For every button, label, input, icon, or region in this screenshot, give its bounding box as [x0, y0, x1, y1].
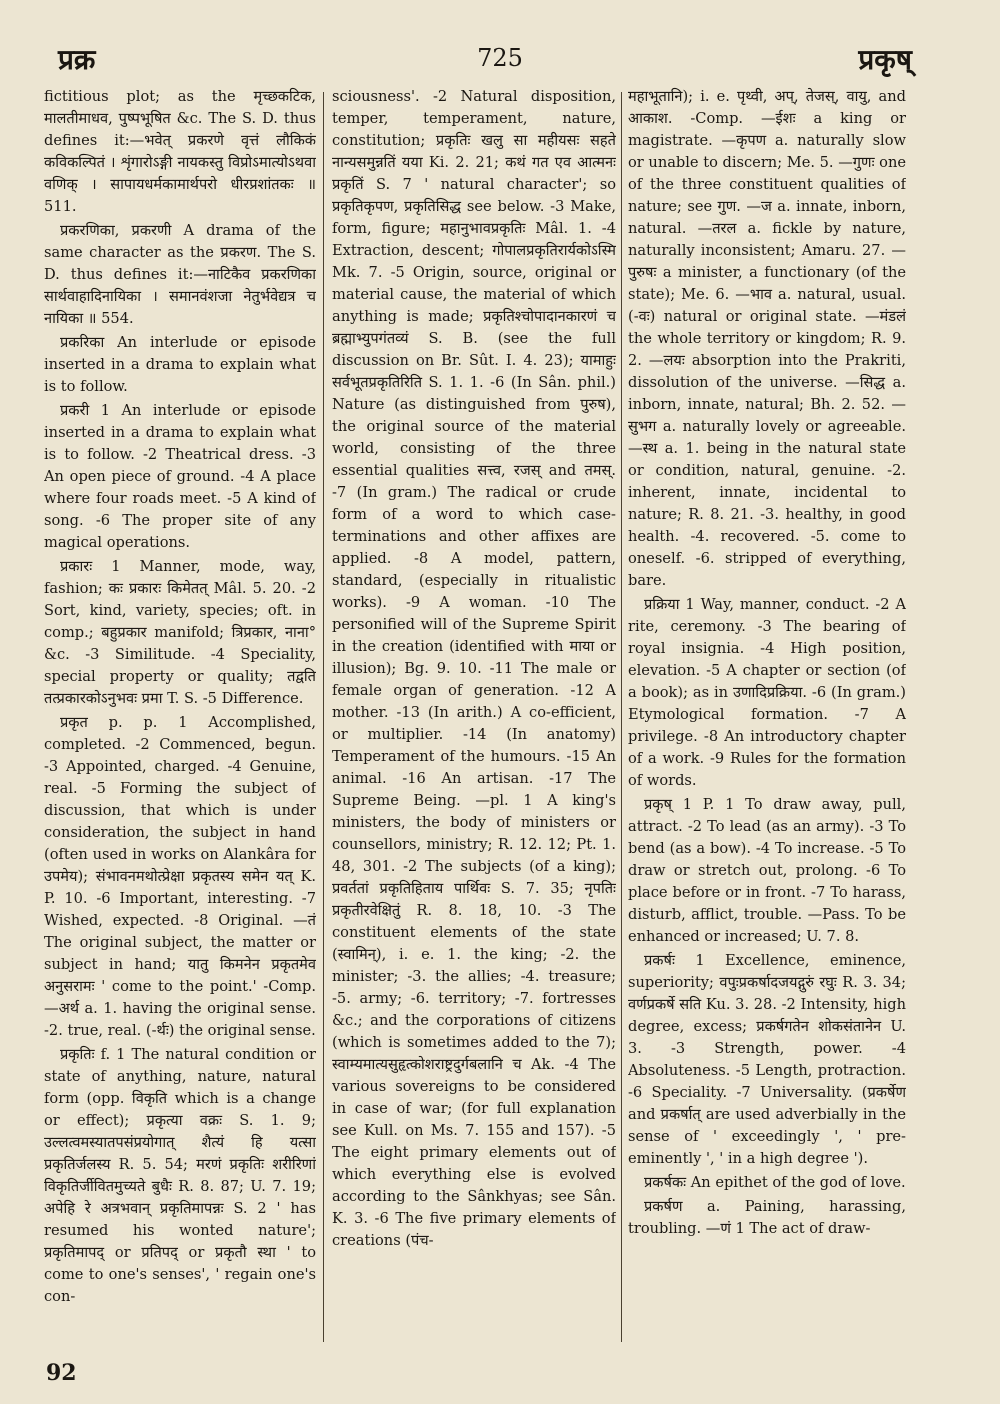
dictionary-entry: प्रकरणिका, प्रकरणी A drama of the same character as the प्रकरण. The S. D. thus defines it:—नाटिकैव प्रकरणिका सार्थवाहादिनायिका । समानवंशजा नेतुर्भवेद्यत्र च नायिका ॥ 554. [44, 222, 316, 327]
signature-mark: 92 [46, 1360, 77, 1386]
header-right-guide-word: प्रकृष् [858, 43, 912, 76]
column-2 [332, 86, 616, 1348]
dictionary-entry: प्रकर्षण a. Paining, harassing, troubling. —णं 1 The act of draw- [628, 1198, 906, 1237]
dictionary-entry: प्रकृत p. p. 1 Accomplished, completed. -2 Commenced, begun. -3 Appointed, charged. -4 Genuine, real. -5 Forming the subject of discussion, that which is under consideration, the subject in hand (often used in works on Alankâra for उपमेय); संभावनमथोत्प्रेक्षा प्रकृतस्य समेन यत् K. P. 10. -6 Important, interesting. -7 Wished, expected. -8 Original. —तं The original subject, the matter or subject in hand; यातु किमनेन प्रकृतमेव अनुसरामः ' come to the point.' -Comp. —अर्थ a. 1. having the original sense. -2. true, real. (-र्थः) the original sense. [44, 714, 316, 1039]
dictionary-entry: प्रकर्षः 1 Excellence, eminence, superiority; वपुःप्रकर्षादजयद्गुरुं रघुः R. 3. 34; वर्णप्रकर्षे सति Ku. 3. 28. -2 Intensity, high degree, excess; प्रकर्षगतेन शोकसंतानेन U. 3. -3 Strength, power. -4 Absoluteness. -5 Length, protraction. -6 Speciality. -7 Universality. (प्रकर्षेण and प्रकर्षात् are used adverbially in the sense of ' exceedingly ', ' pre-eminently ', ' in a high degree '). [628, 952, 906, 1167]
column-rule [621, 92, 622, 1342]
column-1 [44, 86, 316, 1348]
dictionary-entry: fictitious plot; as the मृच्छकटिक, मालतीमाधव, पुष्पभूषित &c. The S. D. thus defines it:—भवेत् प्रकरणे वृत्तं लौकिकं कविकल्पितं । शृंगारोऽङ्गी नायकस्तु विप्रोऽमात्योऽथवा वणिक् । सापायधर्मकामार्थपरो धीरप्रशांतकः ॥ 511. [44, 88, 316, 215]
dictionary-entry: महाभूतानि); i. e. पृथ्वी, अप्, तेजस्, वायु, and आकाश. -Comp. —ईशः a king or magistrate. —कृपण a. naturally slow or unable to discern; Me. 5. —गुणः one of the three constituent qualities of nature; see गुण. —ज a. innate, inborn, natural. —तरल a. fickle by nature, naturally inconsistent; Amaru. 27. —पुरुषः a minister, a functionary (of the state); Me. 6. —भाव a. natural, usual. (-वः) natural or original state. —मंडलं the whole territory or kingdom; R. 9. 2. —लयः absorption into the Prakriti, dissolution of the universe. —सिद्ध a. inborn, innate, natural; Bh. 2. 52. —सुभग a. naturally lovely or agreeable. —स्थ a. 1. being in the natural state or condition, natural, genuine. -2. inherent, innate, incidental to nature; R. 8. 21. -3. healthy, in good health. -4. recovered. -5. come to oneself. -6. stripped of everything, bare. [628, 88, 906, 589]
dictionary-entry: प्रकृतिः f. 1 The natural condition or state of anything, nature, natural form (opp. विकृति which is a change or effect); प्रकृत्या वक्रः S. 1. 9; उल्लत्वमस्यातपसंप्रयोगात् शैत्यं हि यत्सा प्रकृतिर्जलस्य R. 5. 54; मरणं प्रकृतिः शरीरिणां विकृतिर्जीवितमुच्यते बुधैः R. 8. 87; U. 7. 19; अपेहि रे अत्रभवान् प्रकृतिमापन्नः S. 2 ' has resumed his wonted nature'; प्रकृतिमापद् or प्रतिपद् or प्रकृतौ स्था ' to come to one's senses', ' regain one's con- [44, 1046, 316, 1305]
dictionary-entry: sciousness'. -2 Natural disposition, temper, temperament, nature, constitution; प्रकृतिः खलु सा महीयसः सहते नान्यसमुन्नतिं यया Ki. 2. 21; कथं गत एव आत्मनः प्रकृतिं S. 7 ' natural character'; so प्रकृतिकृपण, प्रकृतिसिद्ध see below. -3 Make, form, figure; महानुभावप्रकृतिः Mâl. 1. -4 Extraction, descent; गोपालप्रकृतिरार्यकोऽस्मि Mk. 7. -5 Origin, source, original or material cause, the material of which anything is made; प्रकृतिश्चोपादानकारणं च ब्रह्माभ्युपगंतव्यं S. B. (see the full discussion on Br. Sût. I. 4. 23); यामाहुः सर्वभूतप्रकृतिरिति S. 1. 1. -6 (In Sân. phil.) Nature (as distinguished from पुरुष), the original source of the material world, consisting of the three essential qualities सत्त्व, रजस् and तमस्. -7 (In gram.) The radical or crude form of a word to which case-terminations and other affixes are applied. -8 A model, pattern, standard, (especially in ritualistic works). -9 A woman. -10 The personified will of the Supreme Spirit in the creation (identified with माया or illusion); Bg. 9. 10. -11 The male or female organ of generation. -12 A mother. -13 (In arith.) A co-efficient, or multiplier. -14 (In anatomy) Temperament of the humours. -15 An animal. -16 An artisan. -17 The Supreme Being. —pl. 1 A king's ministers, the body of ministers or counsellors, ministry; R. 12. 12; Pt. 1. 48, 301. -2 The subjects (of a king); प्रवर्ततां प्रकृतिहिताय पार्थिवः S. 7. 35; नृपतिः प्रकृतीरवेक्षितुं R. 8. 18, 10. -3 The constituent elements of the state (स्वामिन्), i. e. 1. the king; -2. the minister; -3. the allies; -4. treasure; -5. army; -6. territory; -7. fortresses &c.; and the corporations of citizens (which is sometimes added to the 7); स्वाम्यमात्यसुहृत्कोशराष्ट्रदुर्गबलानि च Ak. -4 The various sovereigns to be considered in case of war; (for full explanation see Kull. on Ms. 7. 155 and 157). -5 The eight primary elements out of which everything else is evolved according to the Sânkhyas; see Sân. K. 3. -6 The five primary elements of creations (पंच- [332, 88, 616, 1249]
column-rule [323, 92, 324, 1342]
dictionary-entry: प्रकृष् 1 P. 1 To draw away, pull, attract. -2 To lead (as an army). -3 To bend (as a bow). -4 To increase. -5 To draw or stretch out, prolong. -6 To place before or in front. -7 To harass, disturb, afflict, trouble. —Pass. To be enhanced or increased; U. 7. 8. [628, 796, 906, 945]
dictionary-entry: प्रक्रिया 1 Way, manner, conduct. -2 A rite, ceremony. -3 The bearing of royal insignia. -4 High position, elevation. -5 A chapter or section (of a book); as in उणादिप्रक्रिया. -6 (In gram.) Etymological formation. -7 A privilege. -8 An introductory chapter of a work. -9 Rules for the formation of words. [628, 596, 906, 789]
dictionary-entry: प्रकारः 1 Manner, mode, way, fashion; कः प्रकारः किमेतत् Mâl. 5. 20. -2 Sort, kind, variety, species; oft. in comp.; बहुप्रकार manifold; त्रिप्रकार, नाना° &c. -3 Similitude. -4 Speciality, special property or quality; तद्वति तत्प्रकारकोऽनुभवः प्रमा T. S. -5 Difference. [44, 558, 316, 707]
dictionary-entry: प्रकरिका An interlude or episode inserted in a drama to explain what is to follow. [44, 334, 316, 395]
column-3 [628, 86, 906, 1348]
dictionary-entry: प्रकरी 1 An interlude or episode inserted in a drama to explain what is to follow. -2 Theatrical dress. -3 An open piece of ground. -4 A place where four roads meet. -5 A kind of song. -6 The proper site of any magical operations. [44, 402, 316, 551]
header-left-guide-word: प्रक्र [58, 43, 96, 76]
dictionary-entry: प्रकर्षकः An epithet of the god of love. [644, 1174, 906, 1191]
page-number: 725 [477, 44, 523, 72]
